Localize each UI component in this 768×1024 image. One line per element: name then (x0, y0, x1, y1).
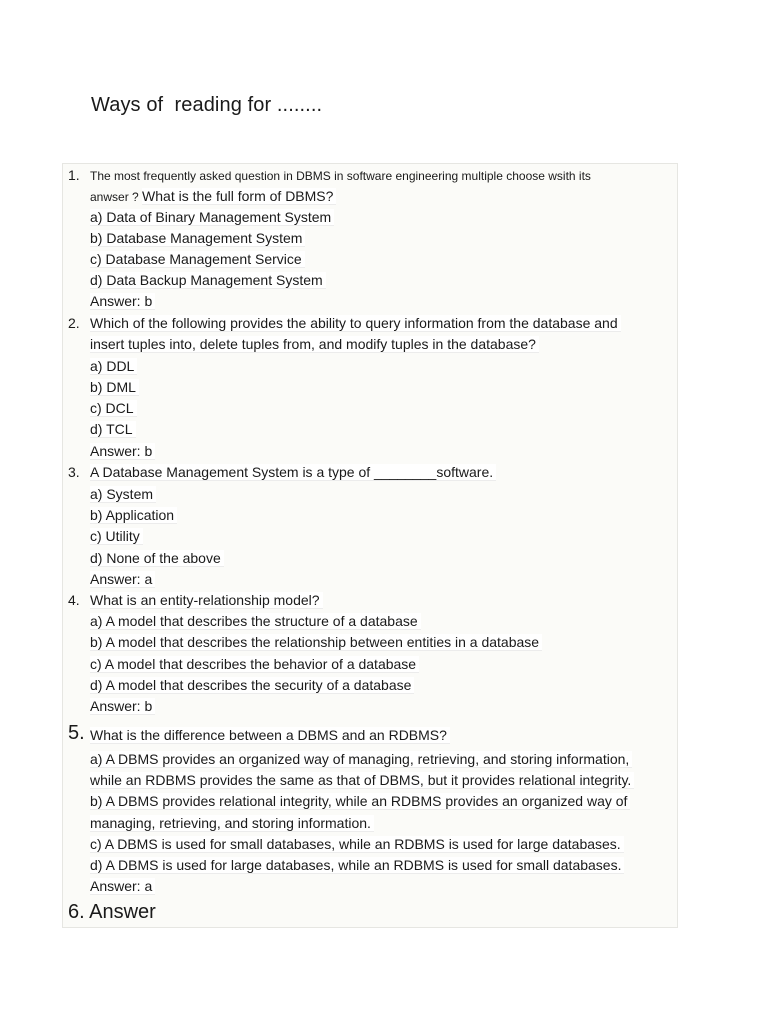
option-a: a) Data of Binary Management System (90, 208, 334, 226)
question-title: A Database Management System is a type of ________software. (90, 463, 496, 481)
question-title: What is an entity-relationship model? (90, 591, 323, 609)
option-d: d) None of the above (90, 549, 224, 567)
option-d: d) Data Backup Management System (90, 271, 326, 289)
option-c: c) A model that describes the behavior of a database (90, 655, 419, 673)
option-a-cont: while an RDBMS provides the same as that of DBMS, but it provides relational integrity. (90, 771, 634, 789)
question-title: Which of the following provides the ability to query information from the database and (90, 314, 621, 332)
option-a: a) A model that describes the structure of a database (90, 612, 421, 630)
page-title: Ways of reading for ........ (91, 94, 323, 116)
question-number: 3. (68, 464, 80, 480)
answer-text: Answer: b (90, 292, 155, 310)
question-number: 2. (68, 315, 80, 331)
option-d: d) A model that describes the security of a database (90, 676, 414, 694)
option-b: b) A model that describes the relationship between entities in a database (90, 633, 542, 651)
answer-heading: 6. Answer (68, 901, 156, 923)
option-a: a) DDL (90, 357, 137, 375)
question-intro: The most frequently asked question in DBMS in software engineering multiple choose wsith its (90, 169, 591, 183)
answer-text: Answer: b (90, 442, 155, 460)
question-text (90, 187, 336, 206)
option-b: b) DML (90, 378, 139, 396)
option-a: a) System (90, 485, 156, 503)
option-d: d) A DBMS is used for large databases, while an RDBMS is used for small databases. (90, 856, 624, 874)
option-c: c) DCL (90, 399, 137, 417)
option-b: b) Application (90, 506, 177, 524)
option-b: b) Database Management System (90, 229, 305, 247)
option-c: c) Utility (90, 527, 143, 545)
question-title: What is the difference between a DBMS and an RDBMS? (90, 726, 450, 744)
option-c: c) Database Management Service (90, 250, 305, 268)
option-b-cont: managing, retrieving, and storing information. (90, 814, 374, 832)
question-number: 5. (68, 722, 85, 744)
answer-text: Answer: a (90, 570, 155, 588)
option-c: c) A DBMS is used for small databases, while an RDBMS is used for large databases. (90, 835, 624, 853)
option-b: b) A DBMS provides relational integrity, while an RDBMS provides an organized way of (90, 792, 630, 810)
question-number: 1. (68, 167, 80, 183)
question-intro-cont: anwser ? (90, 190, 143, 204)
option-a: a) A DBMS provides an organized way of managing, retrieving, and storing information, (90, 750, 632, 768)
question-title: What is the full form of DBMS? (142, 188, 336, 205)
answer-text: Answer: a (90, 877, 155, 895)
question-title-cont: insert tuples into, delete tuples from, and modify tuples in the database? (90, 335, 539, 353)
answer-text: Answer: b (90, 697, 155, 715)
option-d: d) TCL (90, 420, 136, 438)
question-number: 4. (68, 592, 80, 608)
